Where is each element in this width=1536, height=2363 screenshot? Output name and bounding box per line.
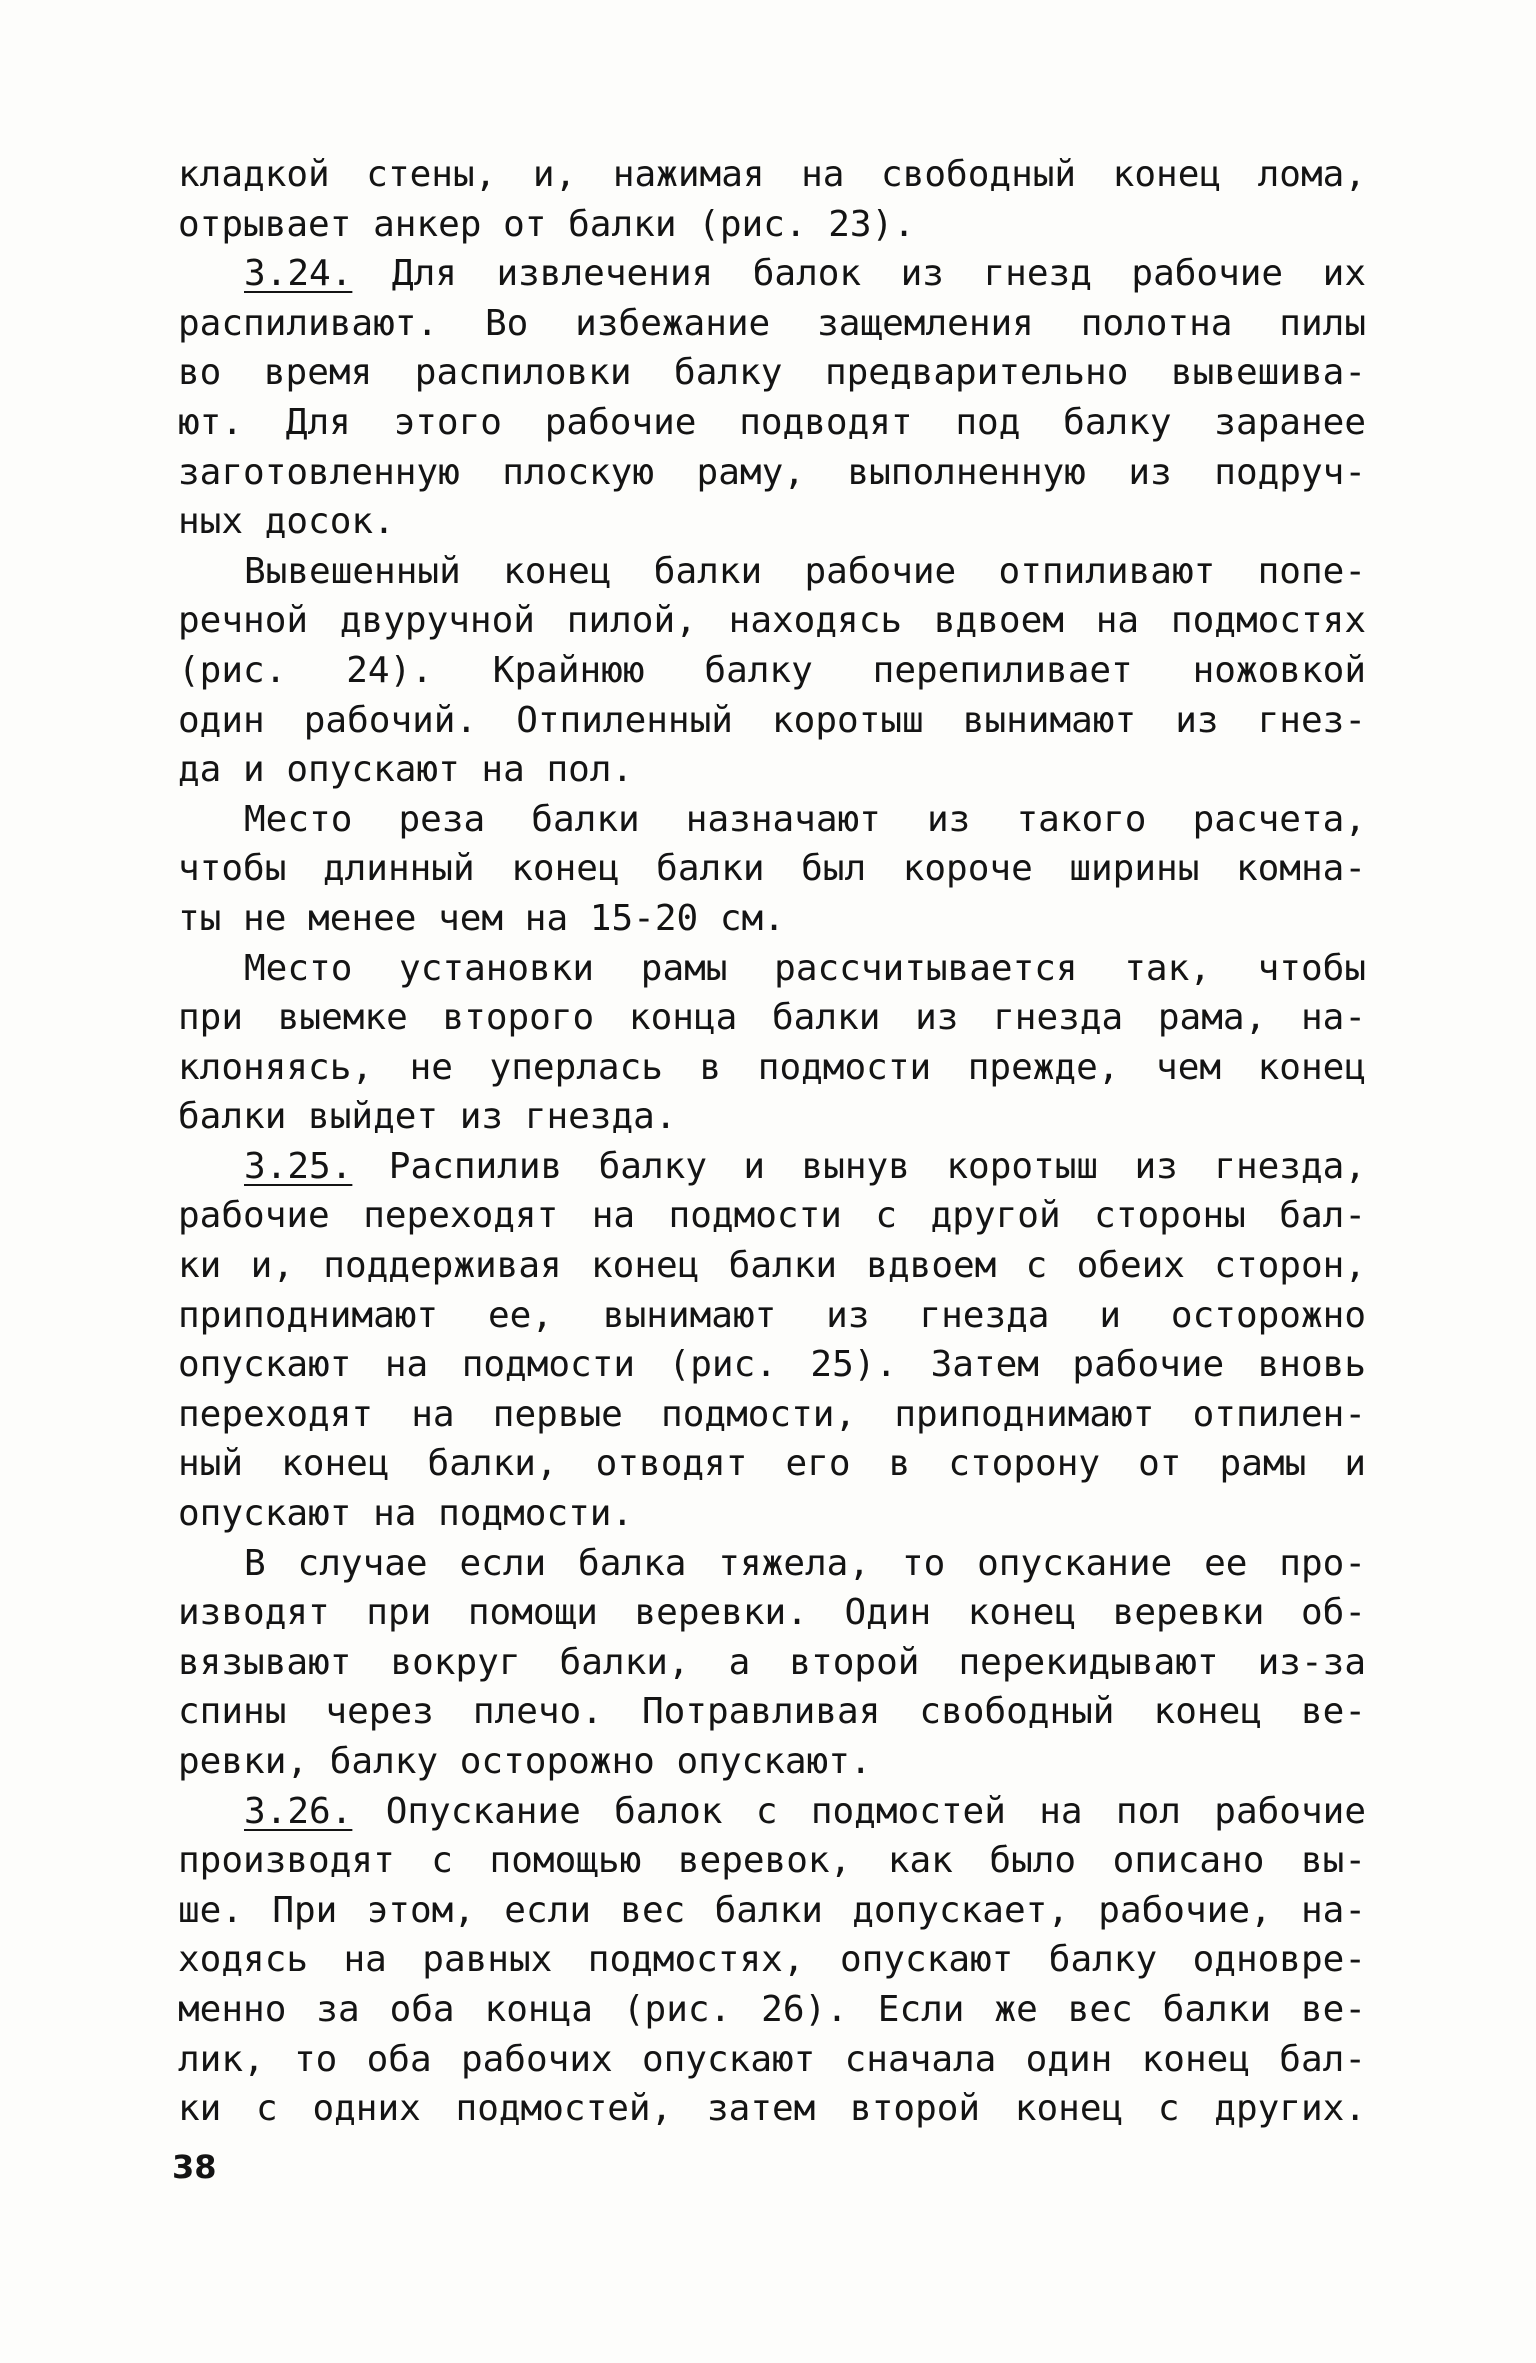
- text-line: (рис. 24). Крайнюю балку перепиливает ножовкой: [178, 649, 1366, 691]
- paragraph-start-line: В случае если балка тяжела, то опускание ее про-: [244, 1542, 1366, 1584]
- text-line: кладкой стены, и, нажимая на свободный конец лома,: [178, 154, 1366, 195]
- page-number: 38: [172, 2148, 217, 2186]
- paragraph-start-line: Место реза балки назначают из такого расчета,: [244, 798, 1366, 840]
- section-number: 3.25.: [244, 1145, 353, 1187]
- section-number: 3.24.: [244, 253, 353, 295]
- text-line: ки и, поддерживая конец балки вдвоем с обеих сторон,: [178, 1245, 1366, 1287]
- section-3-25-line: 3.25. Распилив балку и вынув коротыш из гнезда,: [244, 1145, 1366, 1187]
- text-line: ный конец балки, отводят его в сторону от рамы и: [178, 1443, 1366, 1485]
- text-line: распиливают. Во избежание защемления полотна пилы: [178, 302, 1366, 344]
- body-text: [178, 150, 1366, 2134]
- text-line: производят с помощью веревок, как было описано вы-: [178, 1840, 1366, 1882]
- text-line: один рабочий. Отпиленный коротыш вынимают из гнез-: [178, 699, 1366, 741]
- text-line: менно за оба конца (рис. 26). Если же вес балки ве-: [178, 1988, 1366, 2030]
- text-line: во время распиловки балку предварительно вывешива-: [178, 352, 1366, 394]
- text-line: заготовленную плоскую раму, выполненную из подруч-: [178, 451, 1366, 493]
- text-line: изводят при помощи веревки. Один конец веревки об-: [178, 1592, 1366, 1634]
- text-line: рабочие переходят на подмости с другой стороны бал-: [178, 1195, 1366, 1237]
- text-line: вязывают вокруг балки, а второй перекидывают из-за: [178, 1641, 1366, 1683]
- section-number: 3.26.: [244, 1790, 353, 1832]
- text-line: спины через плечо. Потравливая свободный конец ве-: [178, 1691, 1366, 1733]
- text-line: балки выйдет из гнезда.: [178, 1096, 677, 1138]
- section-3-26-line: 3.26. Опускание балок с подмостей на пол рабочие: [244, 1790, 1366, 1832]
- text-line: да и опускают на пол.: [178, 749, 634, 791]
- text-line: приподнимают ее, вынимают из гнезда и осторожно: [178, 1294, 1366, 1336]
- text-line: ют. Для этого рабочие подводят под балку заранее: [178, 401, 1366, 443]
- text-line: ревки, балку осторожно опускают.: [178, 1741, 872, 1782]
- text-line: ходясь на равных подмостях, опускают балку одновре-: [178, 1939, 1366, 1981]
- text-line: опускают на подмости (рис. 25). Затем рабочие вновь: [178, 1344, 1366, 1386]
- paragraph-start-line: Место установки рамы рассчитывается так, чтобы: [244, 947, 1366, 989]
- text-line: лик, то оба рабочих опускают сначала один конец бал-: [178, 2038, 1366, 2080]
- text-line: ки с одних подмостей, затем второй конец с других.: [178, 2088, 1366, 2130]
- text-line: при выемке второго конца балки из гнезда рама, на-: [178, 997, 1366, 1039]
- text-line: ше. При этом, если вес балки допускает, рабочие, на-: [178, 1889, 1366, 1931]
- text-line: клоняясь, не уперлась в подмости прежде, чем конец: [178, 1046, 1366, 1088]
- text-line: переходят на первые подмости, приподнимают отпилен-: [178, 1393, 1366, 1435]
- text-line: отрывает анкер от балки (рис. 23).: [178, 203, 915, 245]
- text-line: ты не менее чем на 15-20 см.: [178, 897, 785, 939]
- paragraph-start-line: Вывешенный конец балки рабочие отпиливают попе-: [244, 550, 1366, 592]
- text-line: речной двуручной пилой, находясь вдвоем на подмостях: [178, 600, 1366, 642]
- text-line: чтобы длинный конец балки был короче ширины комна-: [178, 848, 1366, 890]
- section-3-24-line: 3.24. Для извлечения балок из гнезд рабочие их: [244, 253, 1366, 295]
- text-line: ных досок.: [178, 501, 395, 543]
- text-line: опускают на подмости.: [178, 1493, 634, 1535]
